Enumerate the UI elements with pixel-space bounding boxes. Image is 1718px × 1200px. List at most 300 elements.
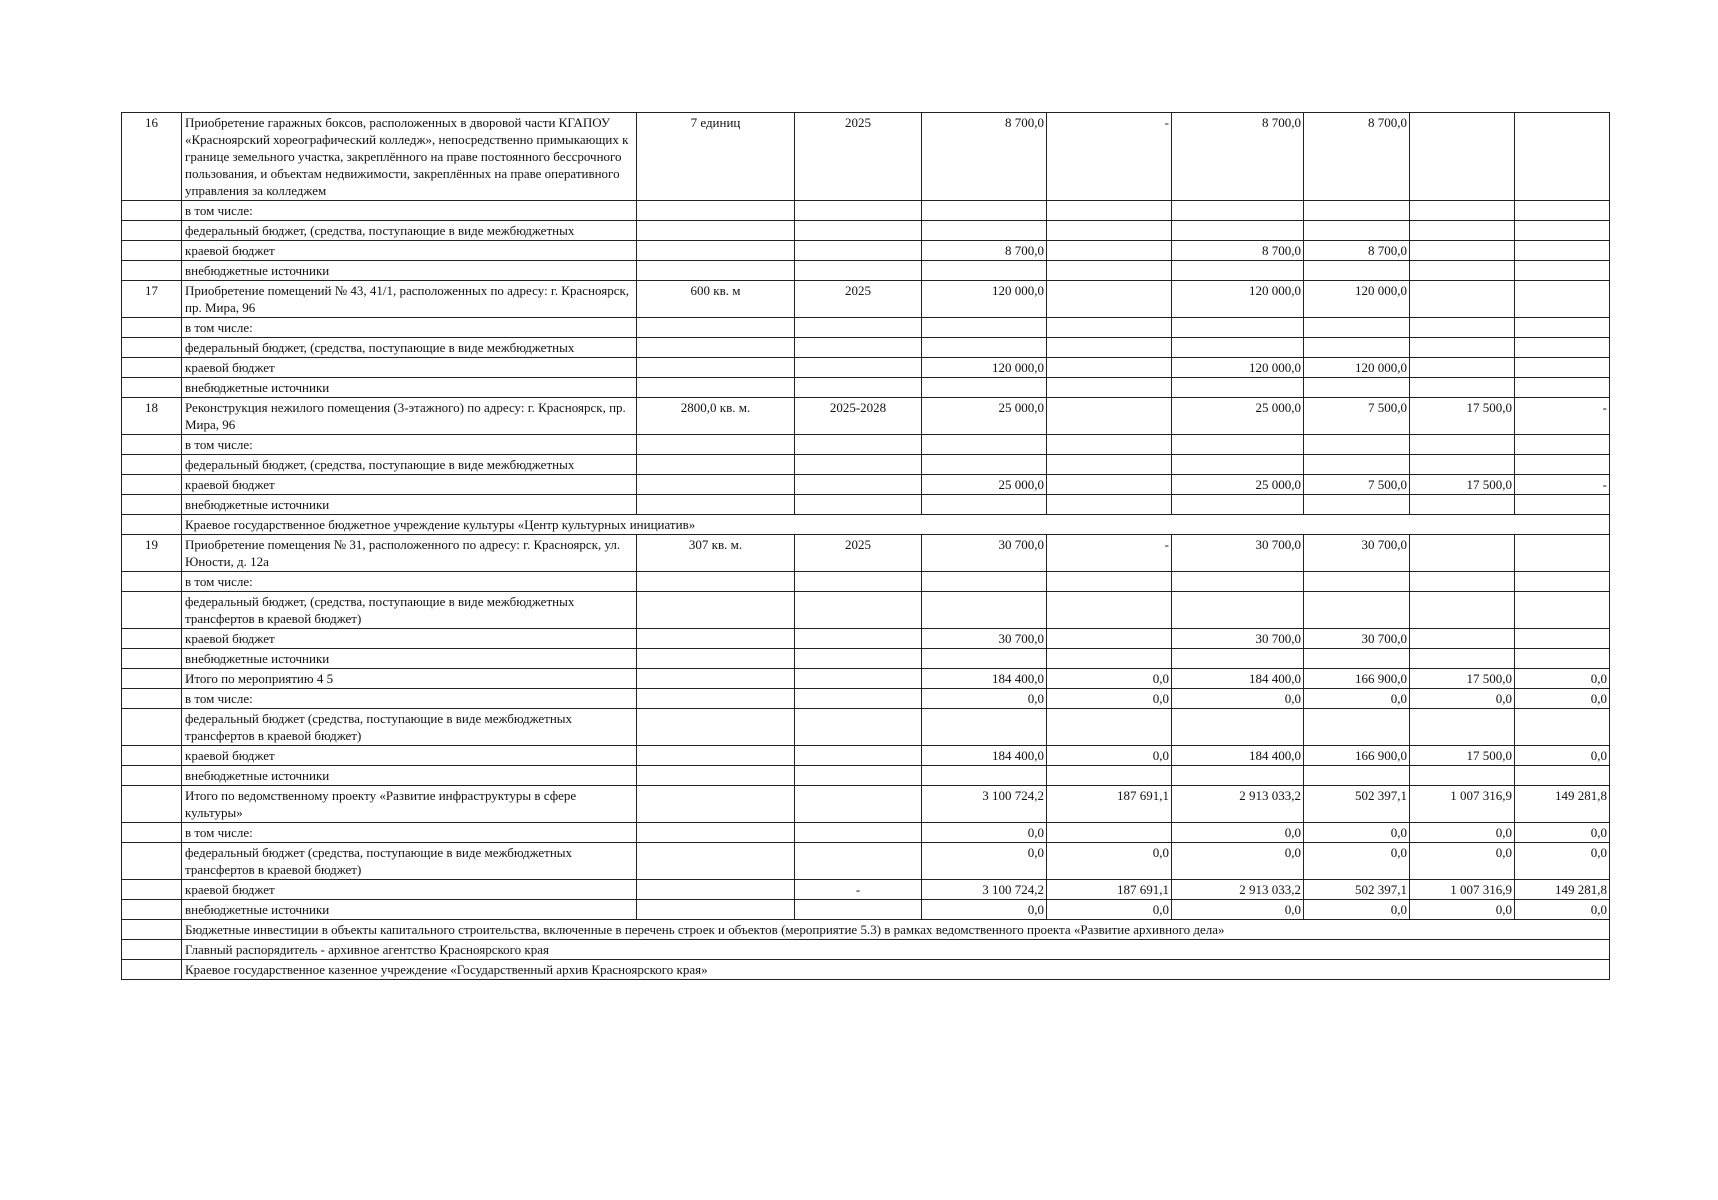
table-row [122,378,1610,398]
table-row [122,318,1610,338]
row-name: внебюджетные источники [182,495,637,515]
row-year [795,843,922,880]
value-col-2 [1047,241,1172,261]
row-number [122,572,182,592]
value-col-2 [1047,649,1172,669]
row-number [122,358,182,378]
row-year [795,689,922,709]
row-year [795,823,922,843]
row-number [122,241,182,261]
value-total: 8 700,0 [922,113,1047,201]
value-col-3 [1172,201,1304,221]
row-number [122,900,182,920]
row-name: федеральный бюджет, (средства, поступающие в виде межбюджетных [182,338,637,358]
value-col-4 [1304,709,1410,746]
value-col-4: 7 500,0 [1304,398,1410,435]
row-year [795,338,922,358]
value-col-4 [1304,378,1410,398]
value-col-5: 17 500,0 [1410,669,1515,689]
value-col-6 [1515,649,1610,669]
value-col-2: - [1047,113,1172,201]
row-name: краевой бюджет [182,475,637,495]
value-col-2: 0,0 [1047,746,1172,766]
row-year [795,241,922,261]
row-year [795,435,922,455]
row-unit [637,592,795,629]
row-year: 2025 [795,113,922,201]
table-row [122,113,1610,201]
value-col-6 [1515,318,1610,338]
value-col-5: 1 007 316,9 [1410,880,1515,900]
row-number [122,592,182,629]
value-col-6 [1515,378,1610,398]
value-col-4: 8 700,0 [1304,241,1410,261]
row-year [795,475,922,495]
value-col-6 [1515,221,1610,241]
value-col-3: 184 400,0 [1172,669,1304,689]
row-name: внебюджетные источники [182,900,637,920]
table-row [122,281,1610,318]
value-col-3: 8 700,0 [1172,113,1304,201]
table-row [122,455,1610,475]
value-total: 120 000,0 [922,358,1047,378]
row-unit [637,378,795,398]
value-col-2 [1047,201,1172,221]
row-unit [637,746,795,766]
row-unit [637,649,795,669]
value-total [922,318,1047,338]
row-number [122,435,182,455]
row-year: 2025 [795,535,922,572]
value-col-4 [1304,221,1410,241]
value-col-4 [1304,766,1410,786]
value-col-2 [1047,435,1172,455]
value-col-4 [1304,338,1410,358]
value-col-3 [1172,495,1304,515]
row-year [795,592,922,629]
table-row [122,592,1610,629]
value-total [922,709,1047,746]
table-row [122,689,1610,709]
value-col-4 [1304,592,1410,629]
footer-line-2: Главный распорядитель - архивное агентство Красноярского края [182,940,1610,960]
row-year [795,766,922,786]
section-title: Краевое государственное бюджетное учреждение культуры «Центр культурных инициатив» [182,515,1610,535]
value-total [922,766,1047,786]
table-row [122,435,1610,455]
row-year: - [795,880,922,900]
table-row [122,221,1610,241]
row-number [122,338,182,358]
value-col-2 [1047,318,1172,338]
value-col-4 [1304,435,1410,455]
value-col-2: - [1047,535,1172,572]
value-col-2: 0,0 [1047,689,1172,709]
value-total: 0,0 [922,689,1047,709]
value-col-2 [1047,378,1172,398]
value-col-6: 0,0 [1515,746,1610,766]
value-col-4 [1304,649,1410,669]
value-col-2 [1047,358,1172,378]
row-year: 2025 [795,281,922,318]
row-unit [637,669,795,689]
row-number [122,455,182,475]
row-unit [637,435,795,455]
table-row [122,261,1610,281]
value-col-2 [1047,709,1172,746]
value-col-5 [1410,221,1515,241]
value-col-5 [1410,535,1515,572]
table-row [122,358,1610,378]
value-col-3: 25 000,0 [1172,475,1304,495]
value-col-2: 0,0 [1047,669,1172,689]
value-col-6 [1515,201,1610,221]
row-unit [637,241,795,261]
value-col-4: 0,0 [1304,900,1410,920]
value-col-6: - [1515,475,1610,495]
row-name: федеральный бюджет (средства, поступающие в виде межбюджетных трансфертов в краевой бюджет) [182,709,637,746]
value-col-5: 0,0 [1410,900,1515,920]
table-row [122,629,1610,649]
value-col-4: 166 900,0 [1304,746,1410,766]
row-year: 2025-2028 [795,398,922,435]
value-col-3 [1172,221,1304,241]
value-col-4 [1304,261,1410,281]
value-total: 25 000,0 [922,398,1047,435]
value-col-6: 0,0 [1515,823,1610,843]
value-total: 184 400,0 [922,669,1047,689]
value-total: 3 100 724,2 [922,786,1047,823]
value-col-2 [1047,592,1172,629]
row-unit [637,201,795,221]
value-col-5: 17 500,0 [1410,475,1515,495]
row-year [795,378,922,398]
table-row [122,398,1610,435]
row-unit [637,900,795,920]
value-col-4: 8 700,0 [1304,113,1410,201]
row-name: в том числе: [182,201,637,221]
row-year [795,786,922,823]
footer-line-1: Бюджетные инвестиции в объекты капитального строительства, включенные в перечень строек и объектов (мероприятие 5.3) в рамках ведомственного проекта «Развитие архивного дела» [182,920,1610,940]
row-unit: 600 кв. м [637,281,795,318]
row-unit [637,261,795,281]
value-col-3: 25 000,0 [1172,398,1304,435]
row-unit [637,495,795,515]
row-year [795,709,922,746]
value-total: 120 000,0 [922,281,1047,318]
value-col-3: 0,0 [1172,689,1304,709]
row-name: внебюджетные источники [182,649,637,669]
value-col-2 [1047,338,1172,358]
row-year [795,746,922,766]
row-year [795,358,922,378]
table-row [122,786,1610,823]
value-col-6 [1515,709,1610,746]
row-name: Реконструкция нежилого помещения (3-этажного) по адресу: г. Красноярск, пр. Мира, 96 [182,398,637,435]
row-name: федеральный бюджет (средства, поступающие в виде межбюджетных трансфертов в краевой бюджет) [182,843,637,880]
row-unit: 2800,0 кв. м. [637,398,795,435]
value-col-3: 30 700,0 [1172,629,1304,649]
value-total: 0,0 [922,823,1047,843]
row-year [795,221,922,241]
value-total [922,221,1047,241]
row-number [122,629,182,649]
row-year [795,572,922,592]
row-name: краевой бюджет [182,629,637,649]
row-number: 16 [122,113,182,201]
row-unit [637,221,795,241]
value-col-5 [1410,435,1515,455]
value-col-3 [1172,318,1304,338]
value-col-6: 0,0 [1515,900,1610,920]
value-col-3 [1172,378,1304,398]
value-total [922,572,1047,592]
footer-row [122,940,1610,960]
value-col-2: 187 691,1 [1047,786,1172,823]
value-col-2: 187 691,1 [1047,880,1172,900]
value-col-6 [1515,572,1610,592]
value-col-4 [1304,318,1410,338]
row-name: федеральный бюджет, (средства, поступающие в виде межбюджетных трансфертов в краевой бюджет) [182,592,637,629]
row-year [795,261,922,281]
row-name: краевой бюджет [182,358,637,378]
value-col-3: 8 700,0 [1172,241,1304,261]
table-row [122,823,1610,843]
value-col-4 [1304,572,1410,592]
row-number [122,880,182,900]
row-number [122,318,182,338]
value-col-2 [1047,221,1172,241]
value-col-6 [1515,435,1610,455]
value-col-4: 30 700,0 [1304,535,1410,572]
value-col-2 [1047,766,1172,786]
value-total [922,338,1047,358]
value-col-3 [1172,435,1304,455]
value-col-5 [1410,495,1515,515]
value-col-3: 120 000,0 [1172,281,1304,318]
value-col-3 [1172,572,1304,592]
table-row [122,241,1610,261]
row-number [122,746,182,766]
value-col-5 [1410,592,1515,629]
row-year [795,649,922,669]
value-col-6 [1515,261,1610,281]
value-col-5: 0,0 [1410,843,1515,880]
value-col-3: 2 913 033,2 [1172,880,1304,900]
value-col-2: 0,0 [1047,843,1172,880]
value-col-3 [1172,766,1304,786]
value-col-5 [1410,241,1515,261]
row-number: 17 [122,281,182,318]
row-number [122,823,182,843]
footer-row [122,960,1610,980]
value-col-5: 17 500,0 [1410,398,1515,435]
value-col-6: 0,0 [1515,689,1610,709]
value-total [922,592,1047,629]
value-col-4 [1304,495,1410,515]
value-col-5 [1410,629,1515,649]
value-total [922,455,1047,475]
value-total: 184 400,0 [922,746,1047,766]
value-col-5: 0,0 [1410,823,1515,843]
value-col-5 [1410,455,1515,475]
value-col-3 [1172,455,1304,475]
row-unit [637,338,795,358]
row-number [122,843,182,880]
value-col-6 [1515,241,1610,261]
row-name: в том числе: [182,823,637,843]
row-unit [637,709,795,746]
value-col-5 [1410,281,1515,318]
value-col-5 [1410,338,1515,358]
value-total [922,435,1047,455]
table-row [122,843,1610,880]
row-year [795,455,922,475]
value-col-3: 30 700,0 [1172,535,1304,572]
value-col-6 [1515,495,1610,515]
row-unit [637,358,795,378]
value-total [922,261,1047,281]
value-col-5 [1410,201,1515,221]
row-unit [637,629,795,649]
row-number [122,786,182,823]
table-row [122,649,1610,669]
value-col-6: 0,0 [1515,843,1610,880]
table-row [122,766,1610,786]
row-name: Итого по мероприятию 4 5 [182,669,637,689]
row-number [122,378,182,398]
footer-row [122,920,1610,940]
value-col-5 [1410,572,1515,592]
value-col-5: 1 007 316,9 [1410,786,1515,823]
row-number [122,261,182,281]
value-col-2 [1047,629,1172,649]
value-total: 8 700,0 [922,241,1047,261]
value-col-6 [1515,592,1610,629]
value-total: 30 700,0 [922,629,1047,649]
section-row [122,515,1610,535]
value-col-2 [1047,495,1172,515]
table-row [122,746,1610,766]
table-row [122,495,1610,515]
row-unit [637,572,795,592]
value-col-6: 0,0 [1515,669,1610,689]
value-col-6: 149 281,8 [1515,880,1610,900]
row-unit: 307 кв. м. [637,535,795,572]
value-col-2 [1047,475,1172,495]
table-row [122,900,1610,920]
row-year [795,318,922,338]
value-total: 30 700,0 [922,535,1047,572]
value-col-6 [1515,535,1610,572]
value-total [922,201,1047,221]
value-col-5 [1410,709,1515,746]
row-unit [637,689,795,709]
row-name: Приобретение гаражных боксов, расположенных в дворовой части КГАПОУ «Красноярский хореографический колледж», непосредственно примыкающих к границе земельного участка, закреплённого на праве постоянного бессрочного пользования, и объектам недвижимости, закреплённых на праве оперативного управления за колледжем [182,113,637,201]
row-name: Приобретение помещения № 31, расположенного по адресу: г. Красноярск, ул. Юности, д. 12а [182,535,637,572]
value-col-4: 502 397,1 [1304,880,1410,900]
row-unit [637,843,795,880]
value-col-6 [1515,338,1610,358]
row-unit [637,318,795,338]
row-name: внебюджетные источники [182,261,637,281]
row-name: федеральный бюджет, (средства, поступающие в виде межбюджетных [182,221,637,241]
budget-table [121,112,1610,980]
row-name: краевой бюджет [182,746,637,766]
row-year [795,900,922,920]
row-name: краевой бюджет [182,880,637,900]
row-name: краевой бюджет [182,241,637,261]
row-name: в том числе: [182,318,637,338]
row-name: Итого по ведомственному проекту «Развитие инфраструктуры в сфере культуры» [182,786,637,823]
row-number: 19 [122,535,182,572]
table-row [122,475,1610,495]
value-total: 3 100 724,2 [922,880,1047,900]
value-col-5 [1410,261,1515,281]
value-col-3: 2 913 033,2 [1172,786,1304,823]
value-col-5: 0,0 [1410,689,1515,709]
value-col-6 [1515,281,1610,318]
row-name: внебюджетные источники [182,378,637,398]
value-col-5 [1410,113,1515,201]
value-col-3: 0,0 [1172,823,1304,843]
value-col-2: 0,0 [1047,900,1172,920]
value-total [922,378,1047,398]
value-col-6 [1515,358,1610,378]
row-year [795,629,922,649]
value-col-6 [1515,113,1610,201]
row-number [122,495,182,515]
value-col-3 [1172,592,1304,629]
row-name: внебюджетные источники [182,766,637,786]
value-col-2 [1047,281,1172,318]
value-col-4: 120 000,0 [1304,281,1410,318]
value-col-2 [1047,261,1172,281]
row-number [122,709,182,746]
table-row [122,880,1610,900]
value-col-5 [1410,766,1515,786]
footer-line-3: Краевое государственное казенное учреждение «Государственный архив Красноярского края» [182,960,1610,980]
value-total: 0,0 [922,900,1047,920]
value-col-4: 120 000,0 [1304,358,1410,378]
value-col-2 [1047,398,1172,435]
budget-table-sheet [121,112,1609,980]
value-col-5 [1410,358,1515,378]
value-col-4 [1304,455,1410,475]
value-col-3 [1172,649,1304,669]
row-number [122,669,182,689]
value-col-3 [1172,338,1304,358]
value-col-3 [1172,709,1304,746]
value-col-4: 502 397,1 [1304,786,1410,823]
row-unit [637,455,795,475]
table-row [122,535,1610,572]
value-col-6 [1515,455,1610,475]
value-col-6: 149 281,8 [1515,786,1610,823]
row-name: федеральный бюджет, (средства, поступающие в виде межбюджетных [182,455,637,475]
value-col-6: - [1515,398,1610,435]
row-name: в том числе: [182,689,637,709]
value-total [922,495,1047,515]
row-number [122,475,182,495]
value-col-4: 0,0 [1304,689,1410,709]
row-unit: 7 единиц [637,113,795,201]
value-col-4 [1304,201,1410,221]
table-row [122,201,1610,221]
value-col-3 [1172,261,1304,281]
row-number [122,201,182,221]
row-year [795,495,922,515]
